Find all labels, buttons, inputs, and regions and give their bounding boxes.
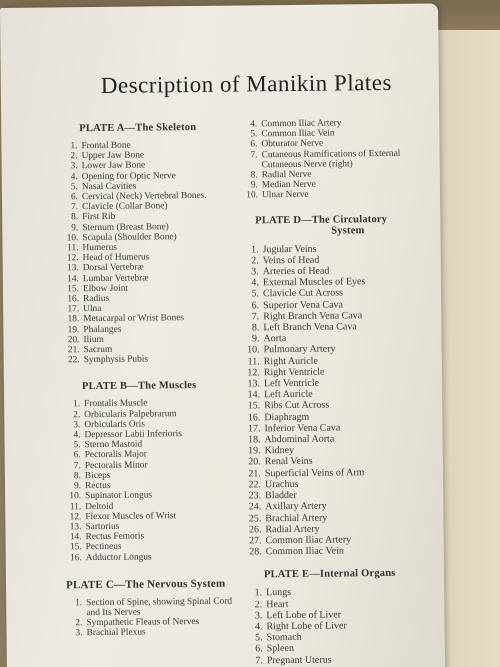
item-number: 3. [73, 420, 81, 431]
item-number: 10. [66, 233, 79, 244]
item-text: Scapula (Shoulder Bone) [82, 231, 177, 243]
item-number: 16. [67, 294, 80, 305]
plate-d-list [240, 242, 423, 558]
item-text: Sterno Mastoid [84, 439, 143, 451]
item-text: Supinator Longus [85, 490, 153, 502]
item-number: 11. [69, 501, 82, 512]
plate-e-heading: PLATE E—Internal Organs [263, 568, 396, 581]
item-number: 16. [69, 552, 82, 563]
left-column [59, 122, 244, 639]
plate-e-list [244, 586, 425, 666]
item-number: 26. [248, 523, 262, 536]
item-number: 25. [248, 512, 262, 524]
item-text: Sartorius [85, 521, 120, 533]
right-column [239, 118, 425, 667]
item-number: 11. [67, 243, 79, 254]
item-number: 8. [251, 322, 260, 334]
item-text: Aorta [263, 333, 287, 345]
item-number: 28. [249, 546, 262, 558]
item-text: Biceps [84, 470, 111, 482]
item-text: Left Auricle [264, 389, 313, 401]
item-number: 18. [247, 434, 261, 446]
item-number: 15. [69, 542, 82, 553]
item-number: 11. [247, 355, 260, 368]
item-text: Superior Vena Cava [263, 299, 343, 311]
item-text: Spleen [266, 643, 295, 655]
item-number: 7. [71, 202, 79, 213]
item-text: Radial Nerve [261, 169, 312, 181]
item-number: 23. [248, 490, 262, 502]
item-text: Median Nerve [261, 179, 316, 191]
item-number: 18. [67, 314, 80, 325]
item-text: Heart [266, 598, 289, 610]
item-number: 8. [250, 170, 258, 181]
item-number: 8. [71, 212, 79, 223]
item-text: Lumbar Vertebræ [82, 273, 149, 284]
item-text: Abdominal Aorta [264, 433, 335, 446]
item-text: Ulnar Nerve [261, 190, 309, 201]
item-number: 21. [67, 345, 80, 356]
item-number: 5. [73, 440, 81, 451]
list-item [240, 148, 420, 170]
item-text: Right Auricle [263, 355, 318, 367]
item-number: 24. [248, 501, 262, 513]
plate-a-list [59, 140, 241, 366]
item-text: Symphysis Pubis [83, 354, 149, 366]
item-number: 1. [73, 399, 81, 410]
item-number: 13. [69, 522, 82, 533]
item-number: 8. [73, 471, 81, 482]
item-text: Ilium [83, 334, 104, 346]
item-number: 6. [73, 450, 81, 461]
list-item [65, 627, 245, 639]
item-text: Metacarpal or Wrist Bones [83, 313, 185, 325]
plate-c-list-continued [239, 118, 420, 202]
item-text: Section of Spine, showing Spinal Cord and Its Nerves [86, 596, 233, 619]
item-number: 20. [67, 335, 80, 346]
item-number: 3. [75, 628, 83, 639]
item-text: Sympathetic Fleaus of Nerves [86, 617, 200, 629]
item-text: Cervical (Neck) Vertebral Bones. [81, 190, 207, 203]
plate-a-heading: PLATE A—The Skeleton [79, 121, 197, 135]
plate-d-heading-line1: PLATE D—The Circulatory [255, 213, 388, 226]
item-text: Lower Jaw Bone [81, 160, 146, 172]
item-number: 1. [70, 141, 78, 152]
item-text: Adductor Longus [85, 551, 152, 563]
item-text: Clavicle (Collar Bone) [82, 201, 168, 213]
plate-c-heading: PLATE C—The Nervous System [65, 577, 226, 592]
item-text: Sacrum [83, 344, 113, 356]
plate-c-list [64, 596, 244, 639]
item-number: 7. [255, 654, 263, 666]
item-number: 20. [248, 456, 261, 468]
item-text: Diaphragm [264, 411, 310, 423]
item-number: 10. [69, 491, 82, 502]
item-text: Frontalis Muscle [84, 398, 148, 410]
item-number: 14. [67, 273, 79, 284]
item-number: 5. [251, 288, 260, 300]
item-text: Sternum (Breast Bone) [82, 221, 169, 233]
item-number: 9. [73, 481, 82, 492]
item-number: 7. [73, 460, 81, 471]
item-number: 2. [70, 151, 78, 162]
item-text: Elbow Joint [82, 283, 129, 294]
item-text: Common Iliac Vein [261, 128, 335, 140]
item-number: 3. [251, 266, 259, 278]
item-number: 10. [247, 344, 260, 356]
item-number: 6. [255, 643, 263, 655]
item-number: 1. [250, 243, 259, 256]
item-number: 9. [251, 333, 260, 345]
page-title: Description of Manikin Plates [100, 69, 393, 98]
item-number: 4. [251, 277, 259, 289]
item-number: 13. [66, 263, 79, 274]
item-text: Rectus Femoris [85, 531, 145, 543]
item-number: 22. [248, 479, 262, 491]
item-text: Frontal Bone [81, 140, 131, 152]
item-text: Common Iliac Artery [261, 118, 342, 130]
item-text: Inferior Vena Cava [264, 422, 341, 435]
item-text: Left Ventricle [263, 377, 320, 390]
item-text: Orbicularis Palpebrarum [84, 408, 177, 420]
item-text: Phalanges [83, 324, 122, 335]
item-number: 3. [254, 610, 263, 622]
item-number: 15. [67, 284, 79, 295]
item-text: Obturator Nerve [261, 139, 324, 150]
item-text: Flexor Muscles of Wrist [85, 510, 177, 522]
item-number: 12. [247, 367, 260, 379]
item-text: Common Iliac Artery [265, 534, 352, 547]
item-text: Radial Artery [265, 523, 320, 535]
item-text: First Rib [82, 212, 116, 223]
item-text: Kidney [264, 445, 295, 457]
list-item [245, 653, 425, 666]
item-number: 6. [251, 299, 260, 312]
item-text: Ribs Cut Across [264, 400, 330, 412]
item-text: Dorsal Vertebræ [82, 262, 144, 274]
item-text: Depressor Labii Inferioris [84, 429, 182, 441]
item-number: 13. [247, 378, 261, 390]
item-text: Clavicle Cut Across [262, 287, 344, 300]
item-number: 21. [248, 467, 261, 480]
item-number: 2. [75, 618, 83, 629]
item-text: Upper Jaw Bone [81, 150, 145, 162]
item-text: Renal Veins [264, 456, 313, 468]
item-number: 10. [246, 190, 259, 201]
item-number: 9. [71, 222, 79, 233]
item-text: Right Ventricle [263, 366, 325, 379]
item-number: 2. [254, 598, 263, 610]
item-number: 2. [73, 409, 81, 420]
item-number: 2. [251, 255, 259, 267]
item-text: Axillary Artery [265, 500, 327, 513]
item-text: Urachus [264, 478, 299, 491]
item-text: Pectoralis Minor [84, 460, 148, 471]
item-text: Deltoid [85, 501, 114, 512]
item-number: 7. [250, 149, 258, 160]
item-text: Brachial Plexus [86, 627, 146, 639]
item-number: 5. [255, 632, 263, 644]
item-text: Right Branch Vena Cava [263, 310, 363, 323]
item-text: Pregnant Uterus [266, 654, 332, 666]
item-text: Jugular Veins [262, 243, 317, 255]
item-text: External Muscles of Eyes [262, 276, 366, 289]
item-number: 6. [250, 139, 258, 150]
item-text: Left Branch Vena Cava [263, 321, 357, 334]
item-number: 14. [69, 532, 82, 543]
item-number: 14. [247, 389, 261, 401]
item-number: 17. [247, 423, 261, 435]
item-number: 3. [70, 161, 78, 172]
item-text: Common Iliac Vein [265, 545, 344, 558]
item-text: Lungs [266, 587, 292, 599]
item-text: Veins of Head [262, 254, 320, 267]
item-number: 5. [70, 182, 78, 193]
item-number: 4. [250, 119, 258, 130]
item-text: Brachial Artery [265, 512, 328, 524]
item-text: Humerus [82, 242, 117, 254]
plate-b-heading: PLATE B—The Muscles [81, 380, 197, 393]
list-item [64, 596, 244, 618]
item-text: Orbicularis Oris [84, 419, 146, 431]
plate-b-list [62, 398, 244, 563]
item-number: 12. [69, 511, 82, 523]
item-text: Arteries of Head [262, 265, 330, 278]
item-number: 7. [251, 311, 260, 323]
item-number: 16. [247, 411, 261, 424]
item-text: Ulna [83, 304, 102, 315]
item-number: 15. [247, 400, 261, 412]
item-number: 27. [249, 535, 262, 547]
item-number: 19. [248, 445, 261, 457]
item-text: Left Lobe of Liver [266, 609, 342, 621]
item-text: Right Lobe of Liver [266, 620, 347, 633]
item-text: Head of Humerus [82, 252, 150, 264]
item-text: Nasal Cavities [81, 181, 137, 192]
book-page [0, 3, 445, 667]
item-text: Opening for Optic Nerve [81, 170, 176, 182]
plate-d-heading-line2: System [331, 224, 365, 237]
item-text: Superficial Veins of Arm [264, 466, 365, 479]
item-number: 9. [250, 180, 258, 191]
page-content [0, 3, 445, 667]
item-text: Stomach [266, 632, 302, 644]
item-number: 4. [70, 171, 78, 182]
item-text: Pulmonary Artery [263, 343, 336, 356]
item-number: 22. [67, 355, 80, 366]
item-text: Radius [83, 293, 110, 305]
item-number: 19. [67, 324, 80, 335]
item-text: Bladder [265, 490, 297, 502]
item-number: 4. [254, 621, 263, 633]
item-number: 1. [254, 587, 263, 599]
item-number: 1. [75, 597, 83, 608]
item-number: 17. [67, 304, 80, 315]
item-number: 6. [70, 192, 79, 203]
plate-d-heading [255, 213, 420, 237]
item-text: Rectus [84, 480, 111, 492]
item-text: Cutaneous Ramifications of External Cutaneous Nerve (right) [261, 148, 401, 171]
item-number: 5. [250, 129, 258, 140]
item-text: Pectoralis Major [84, 449, 147, 461]
item-number: 4. [73, 430, 81, 441]
item-number: 12. [66, 253, 79, 264]
item-text: Pectineus [85, 542, 122, 553]
